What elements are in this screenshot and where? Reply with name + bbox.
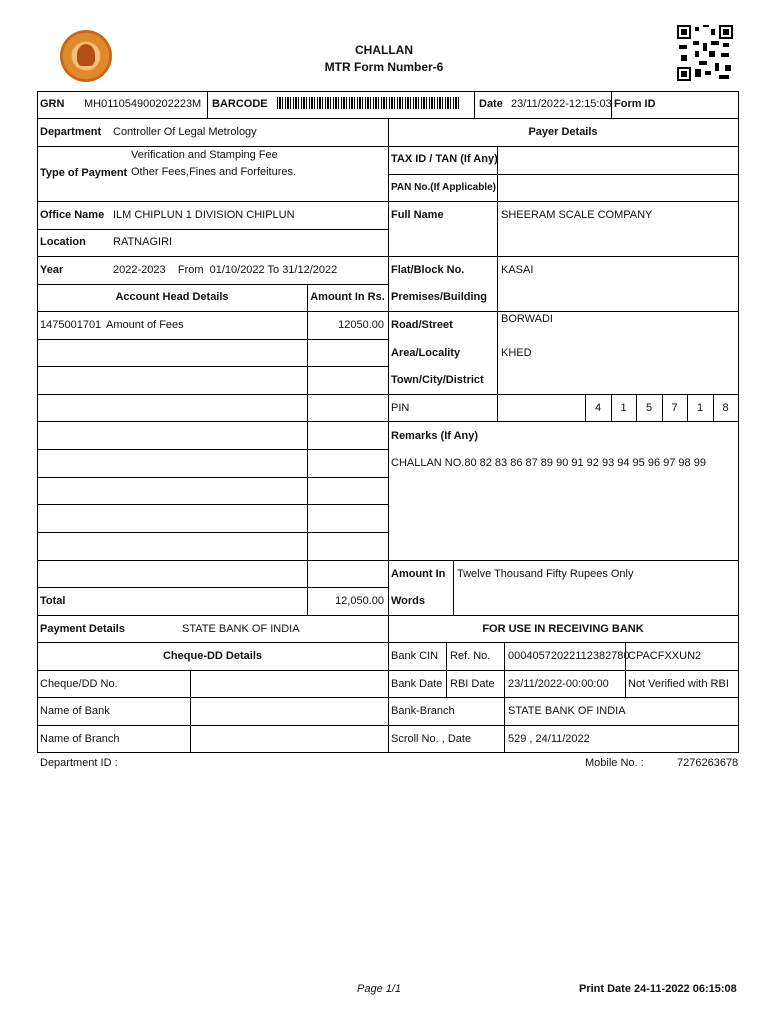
payer-details-header: Payer Details <box>528 126 598 138</box>
account-head-header: Account Head Details <box>115 291 229 303</box>
receiving-bank-header: FOR USE IN RECEIVING BANK <box>482 623 644 635</box>
pin-label: PIN <box>391 402 410 414</box>
amount-words-label-1: Amount In <box>391 568 446 580</box>
scroll-label: Scroll No. , Date <box>391 733 472 745</box>
rbi-date-value: 23/11/2022-00:00:00 <box>508 678 609 690</box>
town-label: Town/City/District <box>391 374 484 386</box>
bank-name-label: Name of Bank <box>40 705 110 717</box>
cheque-no-label: Cheque/DD No. <box>40 678 118 690</box>
payment-type-label: Type of Payment <box>40 167 128 179</box>
pin-digit: 4 <box>594 402 602 414</box>
bank-branch-value: STATE BANK OF INDIA <box>508 705 626 717</box>
bank-branch-label: Bank-Branch <box>391 705 455 717</box>
form-id-label: Form ID <box>614 98 656 110</box>
account-description: Amount of Fees <box>106 319 184 331</box>
payment-details-label: Payment Details <box>40 623 125 635</box>
department-id-label: Department ID : <box>40 757 118 769</box>
amount-header: Amount In Rs. <box>310 291 385 303</box>
date-label: Date <box>479 98 503 110</box>
ref-no-label: Ref. No. <box>450 650 491 662</box>
pin-digit: 8 <box>722 402 729 414</box>
ref-no-value: 00040572022112382780 <box>508 650 630 662</box>
road-label: Road/Street <box>391 319 453 331</box>
scroll-value: 529 , 24/11/2022 <box>508 733 590 745</box>
year-value: 2022-2023 From 01/10/2022 To 31/12/2022 <box>113 264 338 276</box>
grn-value: MH011054900202223M <box>84 98 202 110</box>
qr-code-icon <box>677 25 733 81</box>
total-label: Total <box>40 595 66 607</box>
government-seal-icon <box>60 30 112 82</box>
department-label: Department <box>40 126 102 138</box>
full-name-value: SHEERAM SCALE COMPANY <box>501 209 653 221</box>
location-value: RATNAGIRI <box>113 236 173 248</box>
bank-date-label: Bank Date <box>391 678 443 690</box>
flat-value: KASAI <box>501 264 534 276</box>
area-value: KHED <box>501 347 532 359</box>
print-date: Print Date 24-11-2022 06:15:08 <box>579 983 737 995</box>
road-value: BORWADI <box>501 313 553 325</box>
grn-label: GRN <box>40 98 65 110</box>
page-title: CHALLAN <box>355 43 413 57</box>
pin-digit: 1 <box>696 402 704 414</box>
ref-code-value: CPACFXXUN2 <box>628 650 702 662</box>
payment-type-value-1: Verification and Stamping Fee <box>131 149 278 161</box>
account-amount: 12050.00 <box>338 319 384 331</box>
remarks-value: CHALLAN NO.80 82 83 86 87 89 90 91 92 93 94 95 96 97 98 99 <box>391 457 706 469</box>
bank-cin-label: Bank CIN <box>391 650 439 662</box>
pin-digit: 1 <box>620 402 627 414</box>
mobile-value: 7276263678 <box>677 757 739 769</box>
location-label: Location <box>40 236 86 248</box>
total-value: 12,050.00 <box>335 595 384 607</box>
amount-words-label-2: Words <box>391 595 426 607</box>
barcode-label: BARCODE <box>212 98 268 110</box>
account-code: 1475001701 <box>40 319 102 331</box>
pan-label: PAN No.(If Applicable) <box>391 182 496 193</box>
remarks-label: Remarks (If Any) <box>391 430 479 442</box>
date-value: 23/11/2022-12:15:03 <box>511 98 612 110</box>
page-number: Page 1/1 <box>357 983 402 995</box>
barcode-icon <box>277 97 461 109</box>
payment-bank-value: STATE BANK OF INDIA <box>182 623 300 635</box>
pin-digit: 5 <box>645 402 653 414</box>
cheque-dd-header: Cheque-DD Details <box>162 650 263 662</box>
department-value: Controller Of Legal Metrology <box>113 126 257 138</box>
mobile-label: Mobile No. : <box>585 757 644 769</box>
payment-type-value-2: Other Fees,Fines and Forfeitures. <box>131 166 297 178</box>
form-number: MTR Form Number-6 <box>324 60 444 74</box>
office-name-value: ILM CHIPLUN 1 DIVISION CHIPLUN <box>113 209 295 221</box>
flat-label: Flat/Block No. <box>391 264 465 276</box>
tax-id-label: TAX ID / TAN (If Any) <box>391 153 498 165</box>
year-label: Year <box>40 264 64 276</box>
pin-digit: 7 <box>671 402 678 414</box>
rbi-verify-value: Not Verified with RBI <box>628 678 729 690</box>
area-label: Area/Locality <box>391 347 461 359</box>
full-name-label: Full Name <box>391 209 444 221</box>
premises-label: Premises/Building <box>391 291 487 303</box>
branch-name-label: Name of Branch <box>40 733 120 745</box>
office-name-label: Office Name <box>40 209 105 221</box>
amount-words-value: Twelve Thousand Fifty Rupees Only <box>457 568 634 580</box>
rbi-date-label: RBI Date <box>450 678 495 690</box>
